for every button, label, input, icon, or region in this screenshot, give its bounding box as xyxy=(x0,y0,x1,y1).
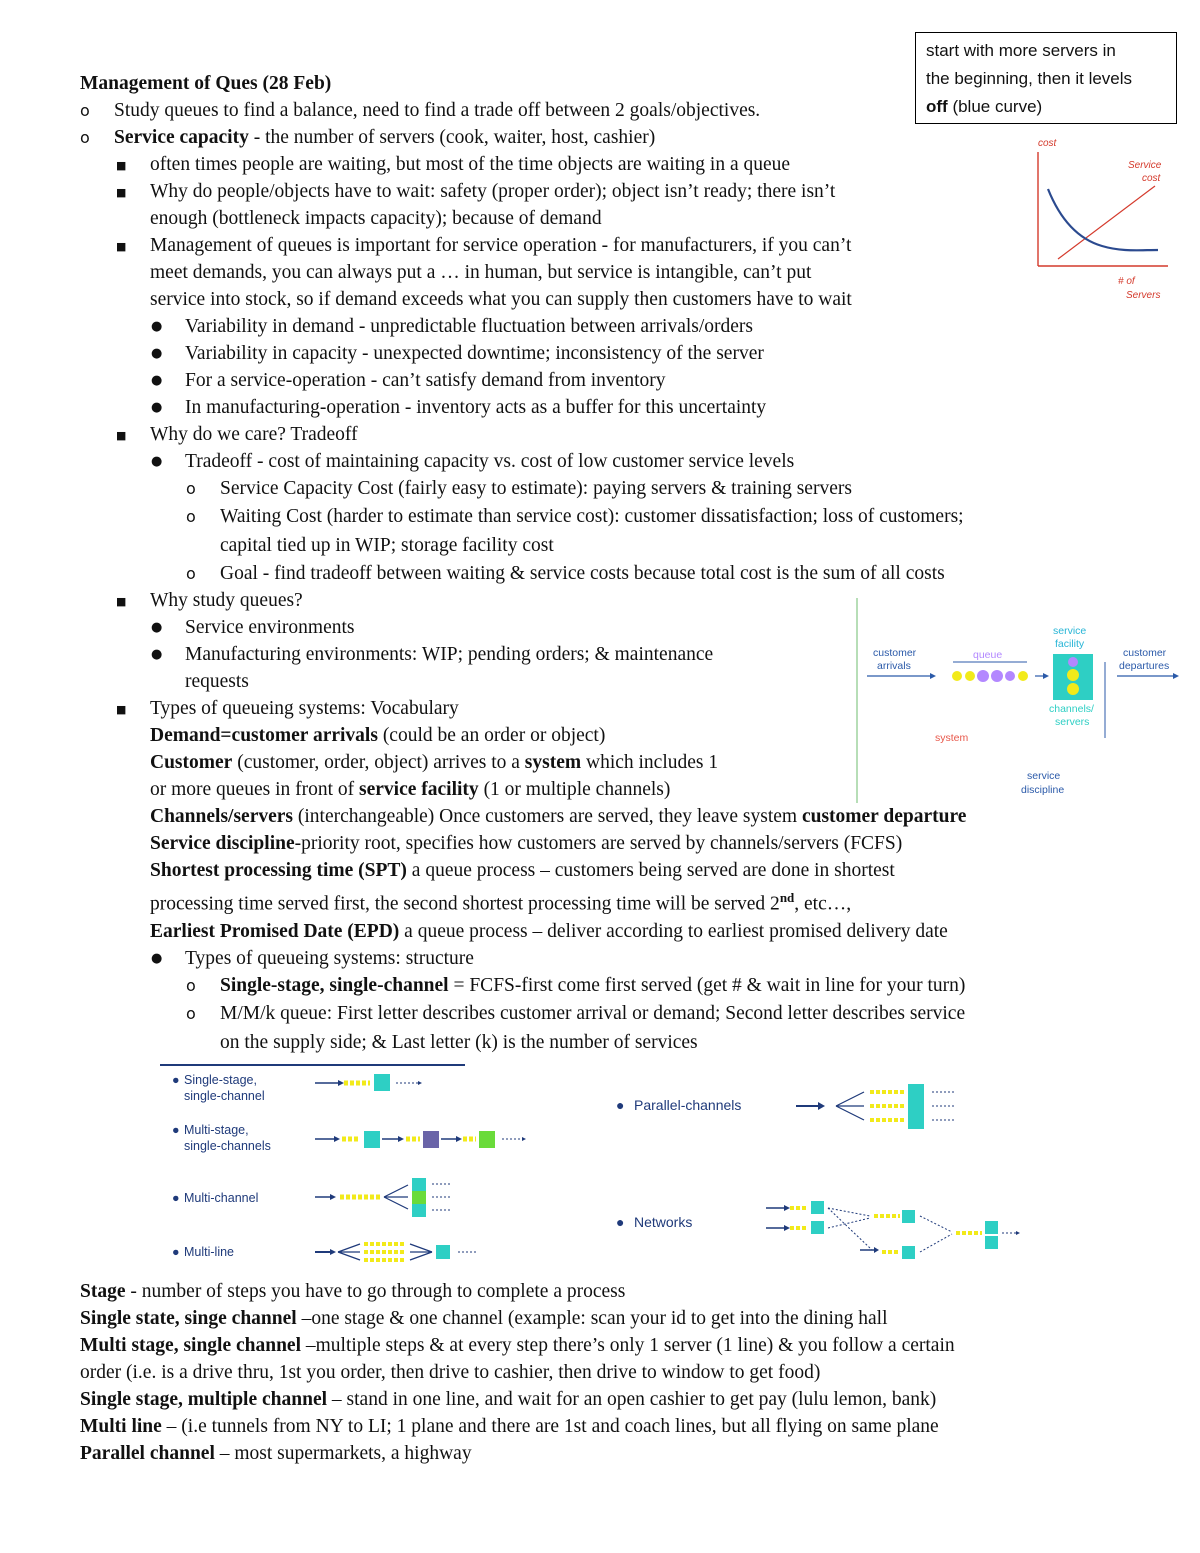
label-multi-channel: Multi-channel xyxy=(184,1191,259,1205)
svg-text:●: ● xyxy=(172,1123,180,1137)
vocab-line: Customer (customer, order, object) arrives to a system which includes 1 xyxy=(150,752,719,773)
list-item: ● Service environments xyxy=(151,617,355,638)
sketch-axis-label-2: Servers xyxy=(1126,290,1161,301)
definition-line: Single stage, multiple channel – stand in one line, and wait for an open cashier to get pay (lulu lemon, bank) xyxy=(80,1389,937,1410)
vocab-line: Demand=customer arrivals (could be an order or object) xyxy=(150,725,606,746)
list-item: ■ Why do people/objects have to wait: safety (proper order); object isn’t ready; there isn’t enough (bottleneck impacts capacity); because of demand xyxy=(116,181,836,229)
list-item: ● Variability in capacity - unexpected downtime; inconsistency of the server xyxy=(151,343,764,364)
label-networks: Networks xyxy=(634,1214,693,1230)
note-line-2: the beginning, then it levels xyxy=(926,69,1133,88)
vocab-line: Service discipline-priority root, specifies how customers are served by channels/servers (FCFS) xyxy=(150,833,903,854)
label-channels-servers-1: channels/ xyxy=(1049,703,1094,715)
queue-system-diagram xyxy=(855,598,1185,803)
definition-line: Parallel channel – most supermarkets, a highway xyxy=(80,1443,472,1464)
list-item: ● Types of queueing systems: structure xyxy=(151,947,474,969)
list-item: ■ Management of queues is important for service operation - for manufacturers, if you can’t meet demands, you can always put a … in human, but service is intangible, can’t put service into stock, so if demand exceeds what you can supply then customers have to wait xyxy=(116,235,852,310)
sketch-service-label-2: cost xyxy=(1142,173,1161,184)
label-system: system xyxy=(935,732,969,744)
list-item: o Study queues to find a balance, need to find a trade off between 2 goals/objectives. xyxy=(80,100,761,121)
list-item: ● For a service-operation - can’t satisfy demand from inventory xyxy=(151,370,666,391)
note-line-3: off (blue curve) xyxy=(926,97,1043,116)
list-item: ■ Types of queueing systems: Vocabulary xyxy=(116,698,459,719)
label-customer-arrivals-2: arrivals xyxy=(877,660,911,672)
label-multi-line: Multi-line xyxy=(184,1245,235,1259)
label-service-facility-2: facility xyxy=(1055,638,1085,650)
label-multi-stage-1: Multi-stage, xyxy=(184,1123,249,1137)
label-channels-servers-2: servers xyxy=(1055,716,1090,728)
list-item: o Service Capacity Cost (fairly easy to estimate): paying servers & training servers xyxy=(186,478,852,499)
list-item: ● Manufacturing environments: WIP; pending orders; & maintenance requests xyxy=(151,644,714,692)
list-item: o M/M/k queue: First letter describes customer arrival or demand; Second letter describes service on the supply side; & Last letter (k) is the number of services xyxy=(186,1002,966,1053)
definition-line: Multi line – (i.e tunnels from NY to LI; 1 plane and there are 1st and coach lines, but all flying on same plane xyxy=(80,1416,939,1437)
label-service-facility-1: service xyxy=(1053,625,1087,637)
label-queue: queue xyxy=(973,649,1003,661)
vocab-line: Earliest Promised Date (EPD) a queue process – deliver according to earliest promised delivery date xyxy=(150,920,948,942)
note-line-1: start with more servers in xyxy=(926,41,1116,60)
svg-text:●: ● xyxy=(172,1073,180,1087)
list-item: ● Variability in demand - unpredictable fluctuation between arrivals/orders xyxy=(151,316,754,337)
list-item: ● Tradeoff - cost of maintaining capacity vs. cost of low customer service levels xyxy=(151,451,795,472)
label-single-stage-2: single-channel xyxy=(184,1089,265,1103)
list-item: ■ often times people are waiting, but most of the time objects are waiting in a queue xyxy=(116,154,791,175)
vocab-line: Shortest processing time (SPT) a queue process – customers being served are done in shortest xyxy=(150,860,895,881)
definition-line: Stage - number of steps you have to go through to complete a process xyxy=(80,1281,626,1302)
list-item: o Single-stage, single-channel = FCFS-first come first served (get # & wait in line for your turn) xyxy=(186,974,966,996)
vocab-line: processing time served first, the second shortest processing time will be served 2nd, etc…, xyxy=(150,890,852,915)
page-title: Management of Ques (28 Feb) xyxy=(80,73,332,94)
definition-line: order (i.e. is a drive thru, 1st you order, then drive to cashier, then drive to window to get food) xyxy=(80,1362,821,1383)
queue-structures-diagram xyxy=(160,1062,1040,1272)
sketch-cost-label: cost xyxy=(1038,138,1057,149)
list-item: o Goal - find tradeoff between waiting & service costs because total cost is the sum of all costs xyxy=(186,563,945,584)
vocab-line: or more queues in front of service facility (1 or multiple channels) xyxy=(150,779,671,800)
svg-text:●: ● xyxy=(172,1191,180,1205)
notes-document xyxy=(80,70,1150,1057)
definition-line: Multi stage, single channel –multiple steps & at every step there’s only 1 server (1 line) & you follow a certain xyxy=(80,1335,955,1356)
svg-text:●: ● xyxy=(172,1245,180,1259)
svg-text:●: ● xyxy=(616,1214,625,1230)
list-item: ■ Why study queues? xyxy=(116,590,303,611)
sketch-service-label-1: Service xyxy=(1128,160,1162,171)
label-single-stage-1: Single-stage, xyxy=(184,1073,257,1087)
definitions-section xyxy=(80,1278,1160,1467)
label-service-discipline-2: discipline xyxy=(1021,784,1065,796)
svg-text:●: ● xyxy=(616,1097,625,1113)
sketch-axis-label-1: # of xyxy=(1118,276,1135,287)
list-item: o Waiting Cost (harder to estimate than service cost): customer dissatisfaction; loss of customers; capital tied up in WIP; storage facility cost xyxy=(186,506,964,556)
label-multi-stage-2: single-channels xyxy=(184,1139,271,1153)
label-customer-arrivals-1: customer xyxy=(873,647,917,659)
list-item: ● In manufacturing-operation - inventory acts as a buffer for this uncertainty xyxy=(151,397,767,418)
vocab-line: Channels/servers (interchangeable) Once customers are served, they leave system customer departure xyxy=(150,806,967,827)
label-parallel-channels: Parallel-channels xyxy=(634,1097,742,1113)
label-customer-departures-1: customer xyxy=(1123,647,1167,659)
list-item: o Service capacity - the number of servers (cook, waiter, host, cashier) xyxy=(80,127,656,148)
definition-line: Single state, singe channel –one stage & one channel (example: scan your id to get into the dining hall xyxy=(80,1308,888,1329)
label-customer-departures-2: departures xyxy=(1119,660,1170,672)
label-service-discipline-1: service xyxy=(1027,770,1061,782)
list-item: ■ Why do we care? Tradeoff xyxy=(116,424,358,445)
